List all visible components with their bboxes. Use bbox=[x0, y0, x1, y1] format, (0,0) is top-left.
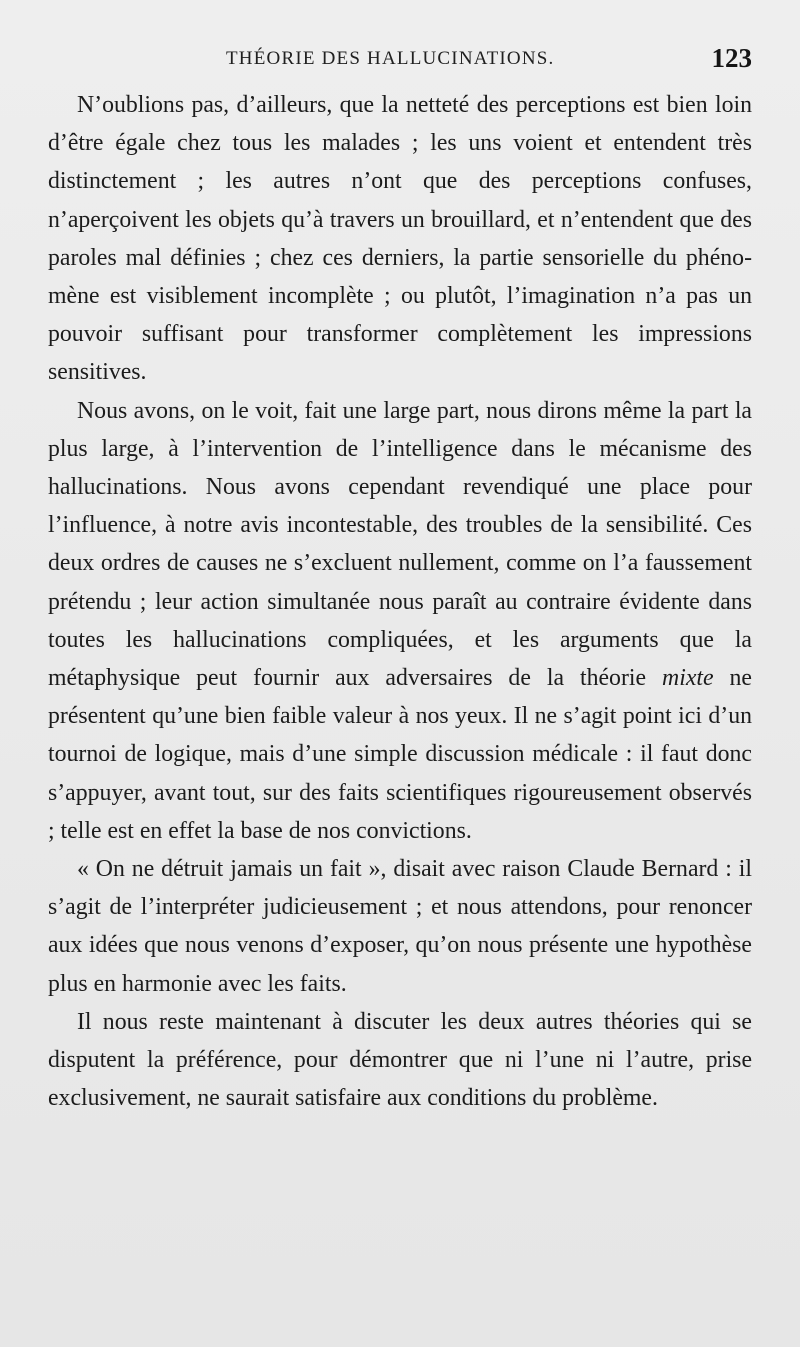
paragraph-2-text-before: Nous avons, on le voit, fait une large part, nous dirons même la part la plus large, à l’intervention de l’intelligence dans le mécanisme des hallucinations. Nous avons cependant revendiqué une place pour l’influence, à notre avis incontestable, des troubles de la sensibilité. Ces deux ordres de causes ne s’excluent nullement, comme on l’a faussement prétendu ; leur action simultanée nous paraît au contraire évidente dans toutes les hallucinations compliquées, et les arguments que la métaphysique peut fournir aux adversaires de la théorie bbox=[48, 397, 752, 692]
paragraph-4: Il nous reste maintenant à discuter les deux autres théories qui se disputent la préférence, pour démontrer que ni l’une ni l’autre, prise exclusivement, ne saurait satisfaire aux conditions du problème. bbox=[48, 1008, 752, 1112]
running-title: THÉORIE DES HALLUCINATIONS. bbox=[226, 48, 555, 69]
body-text bbox=[48, 86, 752, 1117]
page-number: 123 bbox=[711, 43, 752, 73]
paragraph-2-text-after: ne présentent qu’une bien faible valeur à nos yeux. Il ne s’agit point ici d’un tournoi de logique, mais d’une simple discussion médicale : il faut donc s’appuyer, avant tout, sur des faits scientifiques rigoureusement observés ; telle est en effet la base de nos convictions. bbox=[48, 665, 752, 844]
paragraph-2 bbox=[48, 392, 752, 850]
paragraph-1: N’oublions pas, d’ailleurs, que la netteté des perceptions est bien loin d’être égale chez tous les malades ; les uns voient et entendent très distinctement ; les autres n’ont que des perceptions confuses, n’aperçoivent les objets qu’à travers un brouillard, et n’entendent que des paroles mal définies ; chez ces derniers, la partie sensorielle du phénomène est visiblement incomplète ; ou plutôt, l’imagination n’a pas un pouvoir suffisant pour transformer complètement les impressions sensitives. bbox=[48, 92, 752, 386]
paragraph-3: « On ne détruit jamais un fait », disait avec raison Claude Bernard : il s’agit de l’interpréter judicieusement ; et nous attendons, pour renoncer aux idées que nous venons d’exposer, qu’on nous présente une hypothèse plus en harmonie avec les faits. bbox=[48, 856, 752, 997]
paragraph-2-italic-word: mixte bbox=[662, 665, 714, 692]
page-header bbox=[48, 40, 752, 80]
